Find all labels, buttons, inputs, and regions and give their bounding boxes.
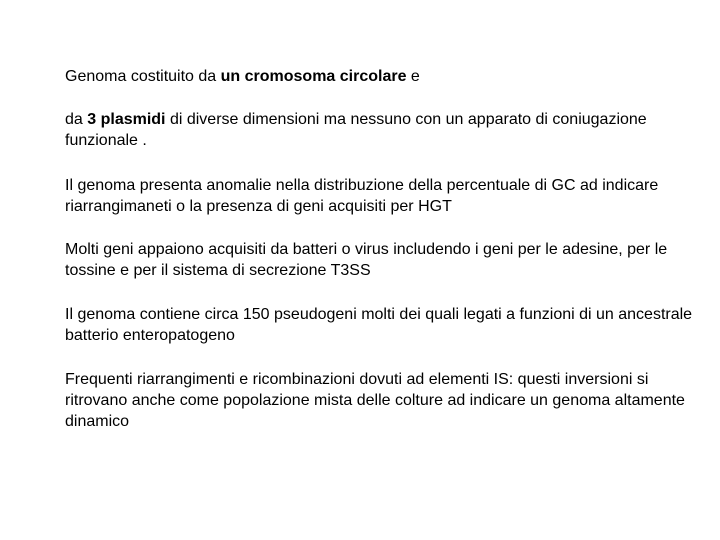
paragraph-gc-anomalies: Il genoma presenta anomalie nella distribuzione della percentuale di GC ad indicare riarrangimaneti o la presenza di geni acquisiti per HGT (65, 177, 659, 215)
paragraph-rearrangements: Frequenti riarrangimenti e ricombinazioni dovuti ad elementi IS: questi inversioni si ritrovano anche come popolazione mista delle colture ad indicare un genoma altamente dinamico (65, 371, 685, 430)
bold-circular-chromosome: un cromosoma circolare (220, 68, 407, 85)
paragraph-genome-composition (65, 66, 705, 87)
bold-plasmids: 3 plasmidi (87, 111, 166, 128)
paragraph-pseudogenes: Il genoma contiene circa 150 pseudogeni molti dei quali legati a funzioni di un ancestrale batterio enteropatogeno (65, 306, 693, 344)
text-segment: e (406, 68, 420, 85)
paragraph-acquired-genes: Molti geni appaiono acquisiti da batteri o virus includendo i geni per le adesine, per le tossine e per il sistema di secrezione T3SS (65, 241, 668, 279)
text-segment: da (65, 111, 88, 128)
text-segment: Genoma costituito da (65, 68, 221, 85)
text-segment: di diverse dimensioni ma nessuno con un apparato di coniugazione funzionale . (65, 111, 647, 149)
paragraph-plasmids (65, 109, 705, 151)
